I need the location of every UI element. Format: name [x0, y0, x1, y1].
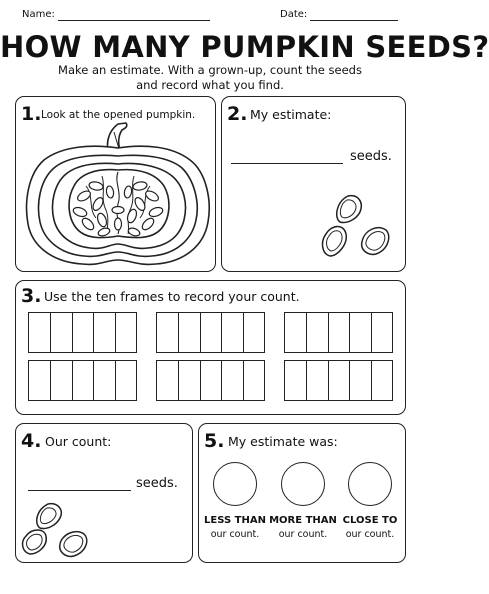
panel-4-text: Our count:	[45, 434, 112, 449]
ten-frame[interactable]	[156, 360, 265, 401]
date-label: Date:	[280, 9, 308, 20]
pumpkin-seeds-icon	[20, 500, 92, 558]
panel-2-unit: seeds.	[350, 149, 392, 164]
pumpkin-seeds-icon	[318, 190, 396, 262]
ten-frame[interactable]	[284, 312, 393, 353]
date-line[interactable]	[310, 20, 398, 21]
panel-1-number: 1.	[21, 103, 42, 125]
count-answer-line[interactable]	[28, 490, 131, 491]
close-to-circle[interactable]	[348, 462, 392, 506]
estimate-answer-line[interactable]	[231, 163, 343, 164]
more-than-circle[interactable]	[281, 462, 325, 506]
name-line[interactable]	[58, 20, 210, 21]
less-than-label: LESS THAN	[204, 515, 266, 526]
ten-frame[interactable]	[28, 312, 137, 353]
panel-2-text: My estimate:	[250, 107, 332, 122]
panel-4-number: 4.	[21, 430, 42, 452]
close-to-label: CLOSE TO	[342, 515, 398, 526]
page-title: HOW MANY PUMPKIN SEEDS?	[0, 30, 489, 64]
panel-5-text: My estimate was:	[228, 434, 338, 449]
panel-1-text: Look at the opened pumpkin.	[41, 109, 196, 121]
subtitle-line-2: and record what you find.	[136, 78, 284, 92]
more-than-caption: our count.	[278, 529, 328, 540]
ten-frame[interactable]	[156, 312, 265, 353]
panel-5-number: 5.	[204, 430, 225, 452]
more-than-label: MORE THAN	[269, 515, 337, 526]
less-than-caption: our count.	[210, 529, 260, 540]
close-to-caption: our count.	[345, 529, 395, 540]
ten-frame[interactable]	[28, 360, 137, 401]
subtitle-line-1: Make an estimate. With a grown-up, count the seeds	[58, 63, 362, 77]
opened-pumpkin-illustration	[22, 120, 212, 268]
panel-2-number: 2.	[227, 103, 248, 125]
name-label: Name:	[22, 9, 55, 20]
panel-3-number: 3.	[21, 285, 42, 307]
less-than-circle[interactable]	[213, 462, 257, 506]
panel-4-unit: seeds.	[136, 476, 178, 491]
panel-3-text: Use the ten frames to record your count.	[44, 289, 300, 304]
ten-frame[interactable]	[284, 360, 393, 401]
